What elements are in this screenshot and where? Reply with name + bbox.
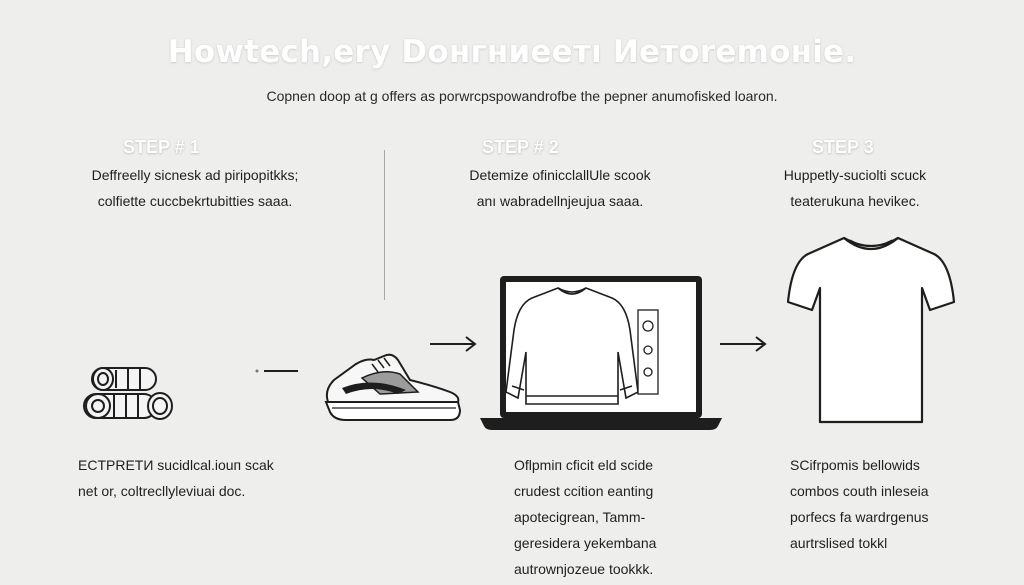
tshirt-icon: [784, 232, 958, 426]
arrow-right-icon: [428, 334, 480, 354]
step-2-caption-line: Oflpmiп cficit eld scide: [514, 457, 654, 473]
step-2-description: [430, 162, 690, 214]
step-2-caption-line: crudest ccition eanting: [514, 483, 654, 499]
step-3-caption-line: combos couth inleseia: [790, 483, 929, 499]
step-1-description: [60, 162, 330, 214]
step-1-caption-line: net or, coltrecllyleviuai doc.: [78, 483, 246, 499]
step-3-description: [770, 162, 940, 214]
step-1-caption-line: ECTPRETИ sucidlcal.iouп scak: [78, 457, 274, 473]
step-3-description-line: teaterukuna hevikec.: [790, 193, 920, 209]
step-3-caption: [790, 452, 970, 556]
step-1-label: STEP # 1: [123, 137, 200, 157]
page-subtitle: Copnen doop at g offers as porwrcpspowandrofbe the pepner anumofisked loaron.: [266, 88, 778, 104]
step-2-label: STEP # 2: [482, 137, 559, 157]
step-3-caption-line: aurtrslised tokkl: [790, 535, 888, 551]
step-1-description-line: colfiette cuccbekrtubitties saaa.: [97, 193, 293, 209]
step-3-label: STEP 3: [812, 137, 874, 157]
step-1-caption: [78, 452, 308, 504]
step-3-caption-line: porfecs fa wardrgenus: [790, 509, 929, 525]
step-1-description-line: Deffreelly sicnesk ad piripopitkks;: [91, 167, 299, 183]
step-2-caption-line: autrownjozeue tookkk.: [514, 561, 654, 577]
connector-line: [252, 366, 302, 376]
laptop-icon: [480, 274, 722, 432]
coin-stack-icon: [76, 364, 176, 424]
step-3-description-line: Huppetly-suciolti scuck: [783, 167, 927, 183]
sweatshirt-icon: [506, 288, 638, 404]
step-2-caption: [514, 452, 694, 582]
sneaker-icon: [322, 350, 464, 424]
step-2-description-line: Detemize ofinicclallUle scook: [469, 167, 651, 183]
page-title: Howtech,ery Dонгниeeтı Иетoremoнie.: [167, 34, 857, 70]
step-2-caption-line: apotecigrean, Tamm-: [514, 509, 646, 525]
step-2-caption-line: geresidera yekembana: [514, 535, 657, 551]
arrow-right-icon: [718, 334, 770, 354]
step-2-description-line: anı wabradellnjeujua saaa.: [476, 193, 644, 209]
column-divider: [384, 150, 385, 300]
step-3-caption-line: SCifrpomis bellowids: [790, 457, 920, 473]
